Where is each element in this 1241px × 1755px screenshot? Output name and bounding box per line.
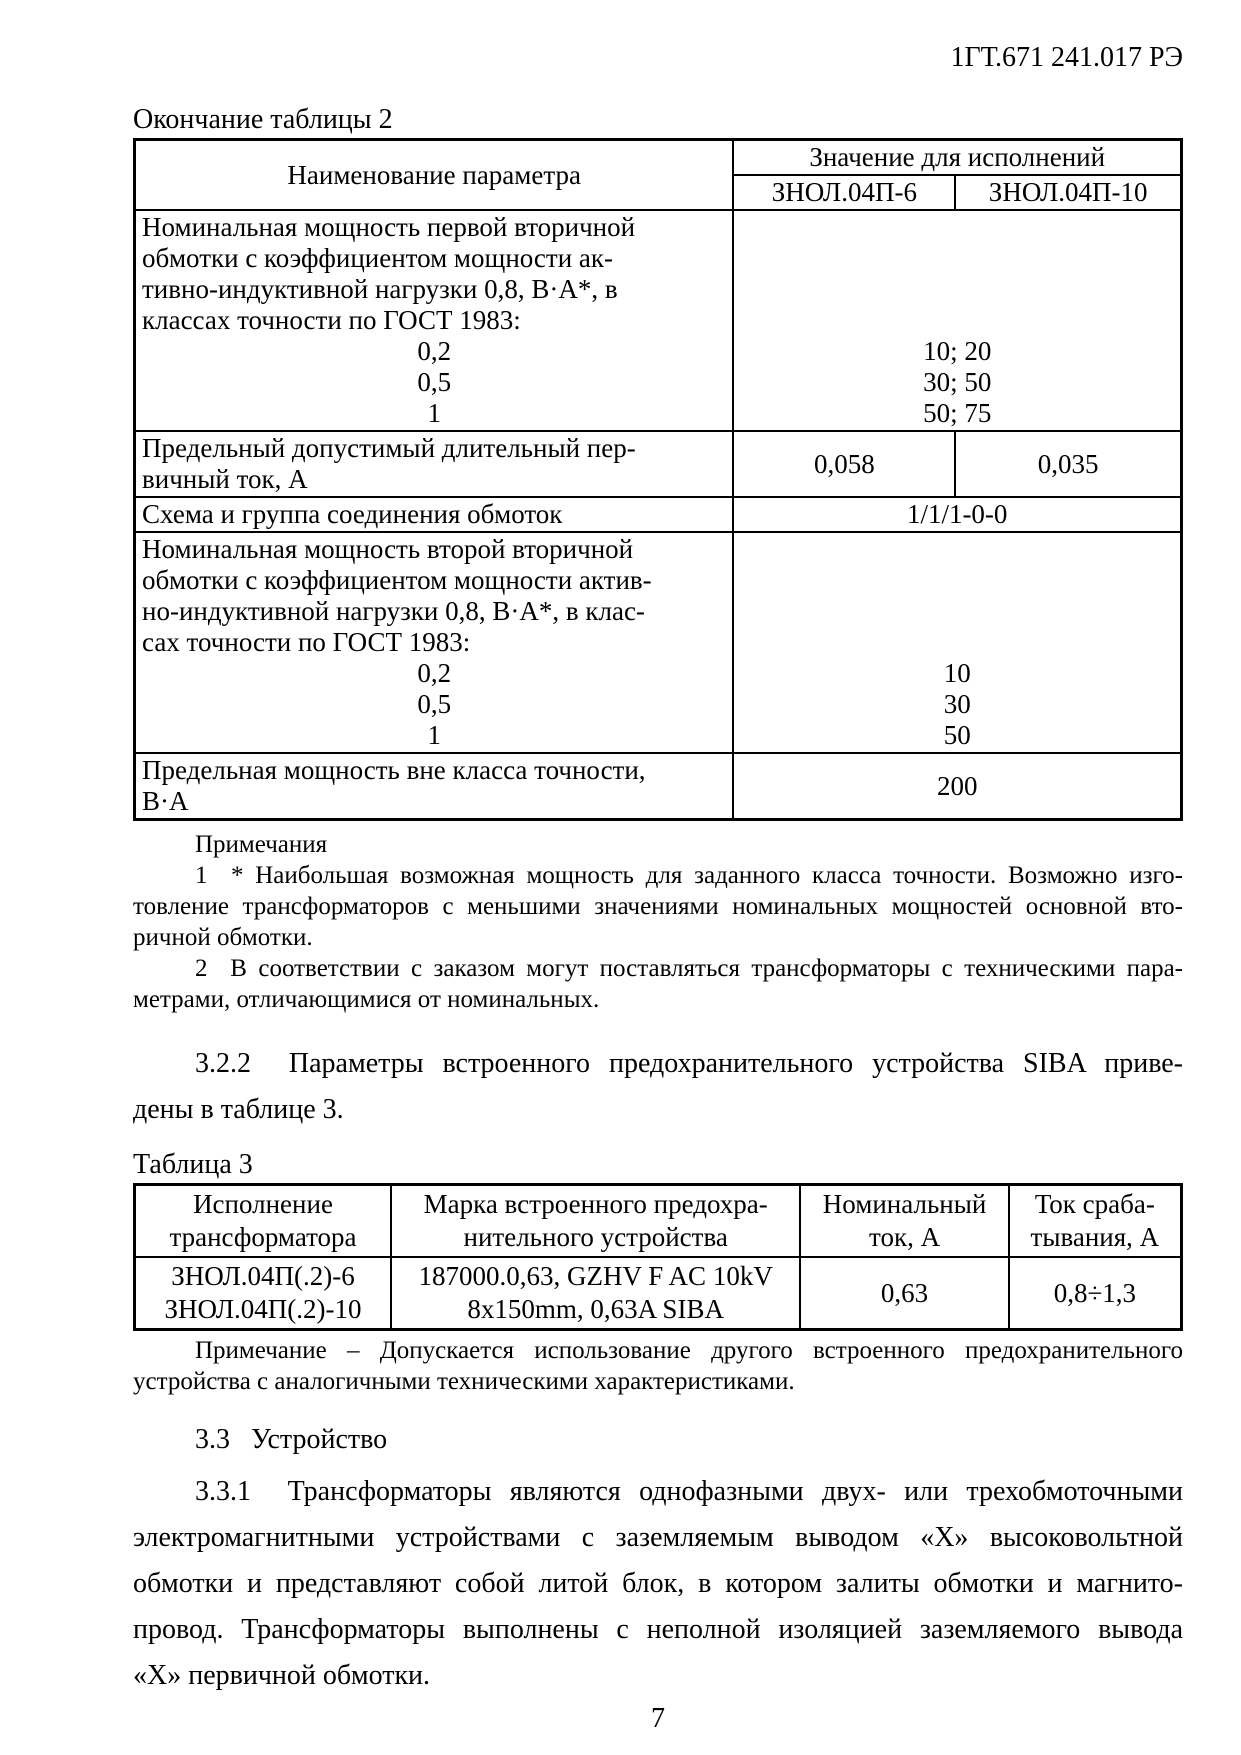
header-line: Ток сраба-	[1034, 1189, 1155, 1219]
value-cell: 0,035	[955, 431, 1181, 497]
header-line: трансформатора	[169, 1222, 357, 1252]
paragraph-line: провод. Трансформаторы выполнены с неполной изоляцией заземляемого вывода	[133, 1614, 1183, 1645]
paragraph-line: дены в таблице 3.	[133, 1094, 344, 1125]
header-line: Исполнение	[193, 1189, 333, 1219]
table-row	[135, 1257, 1182, 1330]
table2-header-col-znol-04p-10: ЗНОЛ.04П-10	[955, 175, 1181, 210]
value-line: 10	[943, 658, 971, 688]
note-line: Примечание – Допускается использование другого встроенного предохранительного	[195, 1337, 1183, 1364]
param-line: обмотки с коэффициентом мощности ак-	[142, 243, 614, 273]
table-3	[133, 1183, 1183, 1331]
section-3-3-heading: 3.3 Устройство	[195, 1424, 388, 1455]
table2-notes	[133, 829, 1183, 1015]
table-2	[133, 138, 1183, 821]
note-line: метрами, отличающимися от номинальных.	[133, 986, 600, 1013]
header-line: Номинальный	[822, 1189, 987, 1219]
table3-header-trip-current	[1009, 1185, 1182, 1258]
param-line: но-индуктивной нагрузки 0,8, В·А*, в клас-	[142, 596, 645, 626]
param-line: классах точности по ГОСТ 1983:	[142, 305, 521, 335]
value-line: 50	[943, 720, 971, 750]
note-line: ричной обмотки.	[133, 924, 313, 951]
paragraph-line: электромагнитными устройствами с заземляемым выводом «Х» высоковольтной	[133, 1522, 1183, 1553]
param-line: Номинальная мощность первой вторичной	[142, 212, 636, 242]
note-1	[133, 860, 1183, 953]
value-line: 30	[943, 689, 971, 719]
param-line: Номинальная мощность второй вторичной	[142, 534, 634, 564]
table2-header-col-znol-04p-6: ЗНОЛ.04П-6	[733, 175, 955, 210]
cell-line: 8x150mm, 0,63A SIBA	[467, 1294, 724, 1324]
param-cell	[135, 431, 734, 497]
table-row	[135, 497, 1182, 532]
cell-line: ЗНОЛ.04П(.2)-10	[164, 1294, 362, 1324]
paragraph-line: «Х» первичной обмотки.	[133, 1660, 431, 1691]
execution-cell	[135, 1257, 392, 1330]
value-line: 50; 75	[923, 398, 992, 428]
accuracy-class: 0,2	[417, 336, 452, 366]
note-2	[133, 953, 1183, 1015]
param-line: тивно-индуктивной нагрузки 0,8, В·А*, в	[142, 274, 618, 304]
table3-header-execution	[135, 1185, 392, 1258]
note-line: товление трансформаторов с меньшими значениями номинальных мощностей основной вто-	[133, 893, 1183, 920]
header-line: нительного устройства	[463, 1222, 728, 1252]
accuracy-class: 0,5	[417, 689, 452, 719]
param-line: вичный ток, А	[142, 464, 308, 494]
table2-header-values-group: Значение для исполнений	[733, 140, 1181, 176]
notes-heading: Примечания	[195, 831, 328, 858]
value-line: 30; 50	[923, 367, 992, 397]
nominal-current-cell: 0,63	[800, 1257, 1008, 1330]
value-cell: 200	[733, 753, 1181, 820]
table3-caption: Таблица 3	[133, 1149, 253, 1180]
page-number: 7	[651, 1703, 665, 1734]
trip-current-cell: 0,8÷1,3	[1009, 1257, 1182, 1330]
accuracy-class: 1	[427, 398, 441, 428]
accuracy-class: 1	[427, 720, 441, 750]
cell-line: 187000.0,63, GZHV F AC 10kV	[418, 1261, 773, 1291]
fuse-brand-cell	[391, 1257, 800, 1330]
paragraph-line: 3.2.2 Параметры встроенного предохранительного устройства SIBA приве-	[195, 1048, 1183, 1079]
header-line: ток, А	[869, 1222, 941, 1252]
table-row	[135, 431, 1182, 497]
section-3-3-1-paragraph	[133, 1469, 1183, 1699]
paragraph-line: обмотки и представляют собой литой блок, в котором залиты обмотки и магнито-	[133, 1568, 1183, 1599]
param-line: сах точности по ГОСТ 1983:	[142, 627, 471, 657]
header-line: Марка встроенного предохра-	[423, 1189, 768, 1219]
table-row	[135, 753, 1182, 820]
param-cell	[135, 210, 734, 431]
value-line: 10; 20	[923, 336, 992, 366]
value-cell	[733, 532, 1181, 753]
accuracy-class: 0,2	[417, 658, 452, 688]
param-cell	[135, 753, 734, 820]
param-cell: Схема и группа соединения обмоток	[135, 497, 734, 532]
note-line: 1 * Наибольшая возможная мощность для заданного класса точности. Возможно изго-	[195, 862, 1183, 889]
cell-line: ЗНОЛ.04П(.2)-6	[171, 1261, 355, 1291]
table-row	[135, 210, 1182, 431]
table3-header-row	[135, 1185, 1182, 1258]
note-line: 2 В соответствии с заказом могут поставляться трансформаторы с техническими пара-	[195, 955, 1183, 982]
table3-header-nominal-current	[800, 1185, 1008, 1258]
table2-header-param: Наименование параметра	[135, 140, 734, 211]
section-3-2-2-paragraph	[133, 1041, 1183, 1133]
value-cell: 0,058	[733, 431, 955, 497]
table3-header-fuse-brand	[391, 1185, 800, 1258]
param-line: В·А	[142, 786, 189, 816]
paragraph-line: 3.3.1 Трансформаторы являются однофазными двух- или трехобмоточными	[195, 1476, 1183, 1507]
value-cell	[733, 210, 1181, 431]
param-line: Предельная мощность вне класса точности,	[142, 755, 646, 785]
param-line: Предельный допустимый длительный пер-	[142, 433, 636, 463]
note-line: устройства с аналогичными техническими характеристиками.	[133, 1368, 795, 1395]
param-cell	[135, 532, 734, 753]
accuracy-class: 0,5	[417, 367, 452, 397]
value-cell: 1/1/1-0-0	[733, 497, 1181, 532]
table3-note	[133, 1335, 1183, 1397]
table-row	[135, 532, 1182, 753]
param-line: обмотки с коэффициентом мощности актив-	[142, 565, 652, 595]
table2-header-row-1	[135, 140, 1182, 176]
header-line: тывания, А	[1030, 1222, 1160, 1252]
doc-number: 1ГТ.671 241.017 РЭ	[950, 42, 1183, 73]
table2-caption: Окончание таблицы 2	[133, 104, 393, 135]
